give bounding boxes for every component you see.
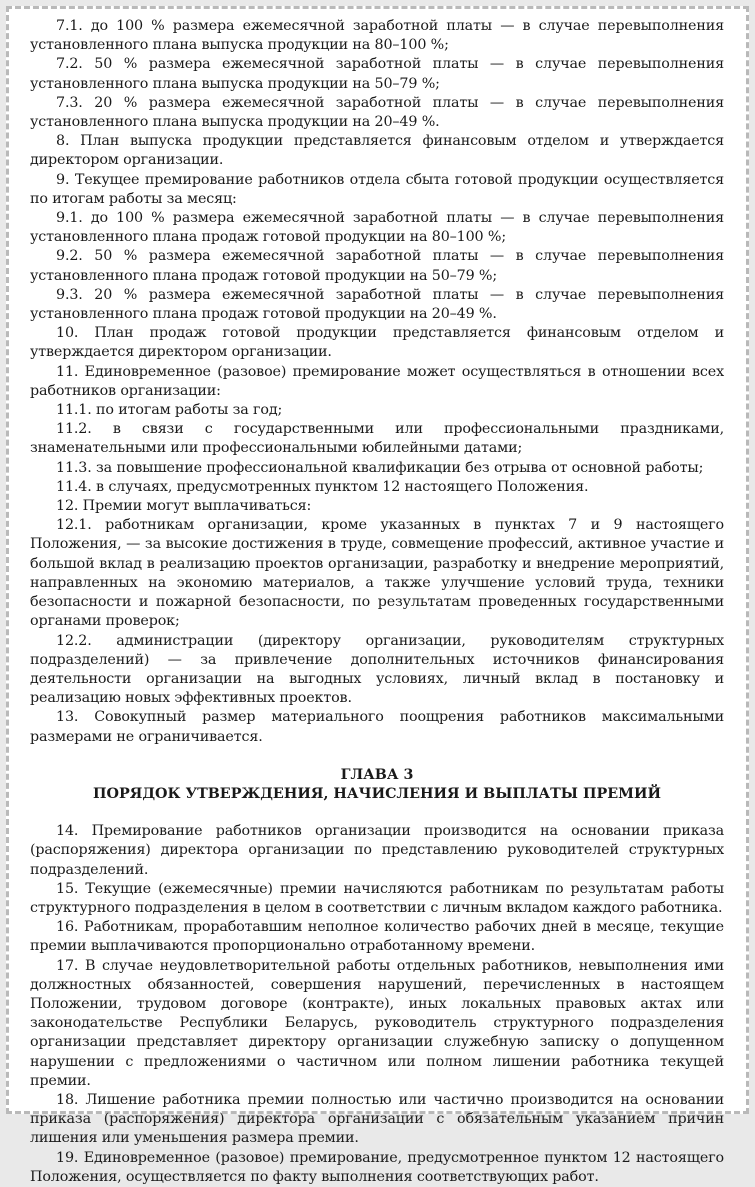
paragraph-7-2: 7.2. 50 % размера ежемесячной заработной платы — в случае перевыполнения установленного плана выпуска продукции на 50–79 %; — [30, 56, 724, 92]
paragraph-11-1: 11.1. по итогам работы за год; — [56, 402, 283, 419]
paragraph-11-4: 11.4. в случаях, предусмотренных пунктом 12 настоящего Положения. — [56, 478, 589, 495]
paragraph-9-1: 9.1. до 100 % размера ежемесячной заработной платы — в случае перевыполнения установленного плана продаж готовой продукции на 80–100 %; — [30, 210, 724, 246]
paragraph-12-2: 12.2. администрации (директору организации, руководителям структурных подразделений) — за привлечение дополнительных источников финансирования деятельности организации на выгодных условиях, личный вклад в постановку и реализацию новых эффективных проектов. — [30, 632, 724, 707]
paragraph-9: 9. Текущее премирование работников отдела сбыта готовой продукции осуществляется по итогам работы за месяц: — [30, 171, 724, 207]
paragraph-7-3: 7.3. 20 % размера ежемесячной заработной платы — в случае перевыполнения установленного плана выпуска продукции на 20–49 %. — [30, 94, 724, 131]
chapter-heading — [30, 766, 724, 804]
paragraph-11: 11. Единовременное (разовое) премирование может осуществляться в отношении всех работников организации: — [30, 363, 724, 399]
paragraph-12: 12. Премии могут выплачиваться: — [56, 498, 312, 515]
paragraph-11-2: 11.2. в связи с государственными или профессиональными праздниками, знаменательными или профессиональными юбилейными датами; — [30, 421, 724, 457]
paragraph-13: 13. Совокупный размер материального поощрения работников максимальными размерами не ограничивается. — [30, 709, 724, 745]
paragraph-16: 16. Работникам, проработавшим неполное количество рабочих дней в месяце, текущие премии выплачиваются пропорционально отработанному времени. — [30, 919, 724, 955]
paragraph-8: 8. План выпуска продукции представляется финансовым отделом и утверждается директором организации. — [30, 133, 724, 169]
paragraph-9-2: 9.2. 50 % размера ежемесячной заработной платы — в случае перевыполнения установленного плана продаж готовой продукции на 50–79 %; — [30, 248, 724, 284]
paragraph-9-3: 9.3. 20 % размера ежемесячной заработной платы — в случае перевыполнения установленного плана продаж готовой продукции на 20–49 %. — [30, 286, 724, 323]
paragraph-11-3: 11.3. за повышение профессиональной квалификации без отрыва от основной работы; — [56, 459, 704, 476]
document-body — [30, 17, 724, 1187]
paragraphs-after-chapter — [30, 822, 724, 1187]
paragraph-15: 15. Текущие (ежемесячные) премии начисляются работникам по результатам работы структурного подразделения в целом в соответствии с личным вкладом каждого работника. — [30, 880, 724, 916]
chapter-number: ГЛАВА 3 — [340, 766, 414, 783]
paragraph-17: 17. В случае неудовлетворительной работы отдельных работников, невыполнения ими должностных обязанностей, совершения нарушений, перечисленных в настоящем Положении, трудовом договоре (контракте), иных локальных правовых актах или законодательстве Республики Беларусь, руководитель структурного подразделения организации представляет директору организации служебную записку о допущенном нарушении с предложениями о частичном или полном лишении работника текущей премии. — [30, 957, 724, 1089]
paragraph-7-1: 7.1. до 100 % размера ежемесячной заработной платы — в случае перевыполнения установленного плана выпуска продукции на 80–100 %; — [30, 18, 724, 54]
paragraph-18: 18. Лишение работника премии полностью или частично производится на основании приказа (распоряжения) директора организации с обязательным указанием причин лишения или уменьшения размера премии. — [30, 1091, 724, 1147]
chapter-title: ПОРЯДОК УТВЕРЖДЕНИЯ, НАЧИСЛЕНИЯ И ВЫПЛАТЫ ПРЕМИЙ — [93, 785, 661, 802]
paragraph-10: 10. План продаж готовой продукции представляется финансовым отделом и утверждается директором организации. — [30, 325, 724, 361]
paragraphs-before-chapter — [30, 17, 724, 747]
page-frame — [6, 6, 749, 1185]
paragraph-12-1: 12.1. работникам организации, кроме указанных в пунктах 7 и 9 настоящего Положения, — за высокие достижения в труде, совмещение профессий, активное участие и большой вклад в реализацию проектов организации, разработку и внедрение мероприятий, направленных на экономию материалов, а также улучшение условий труда, техники безопасности и пожарной безопасности, по результатам проведенных государственными органами проверок; — [30, 517, 724, 630]
paragraph-14: 14. Премирование работников организации производится на основании приказа (распоряжения) директора организации по представлению руководителей структурных подразделений. — [30, 823, 724, 878]
paragraph-19: 19. Единовременное (разовое) премирование, предусмотренное пунктом 12 настоящего Положения, осуществляется по факту выполнения соответствующих работ. — [30, 1149, 724, 1185]
